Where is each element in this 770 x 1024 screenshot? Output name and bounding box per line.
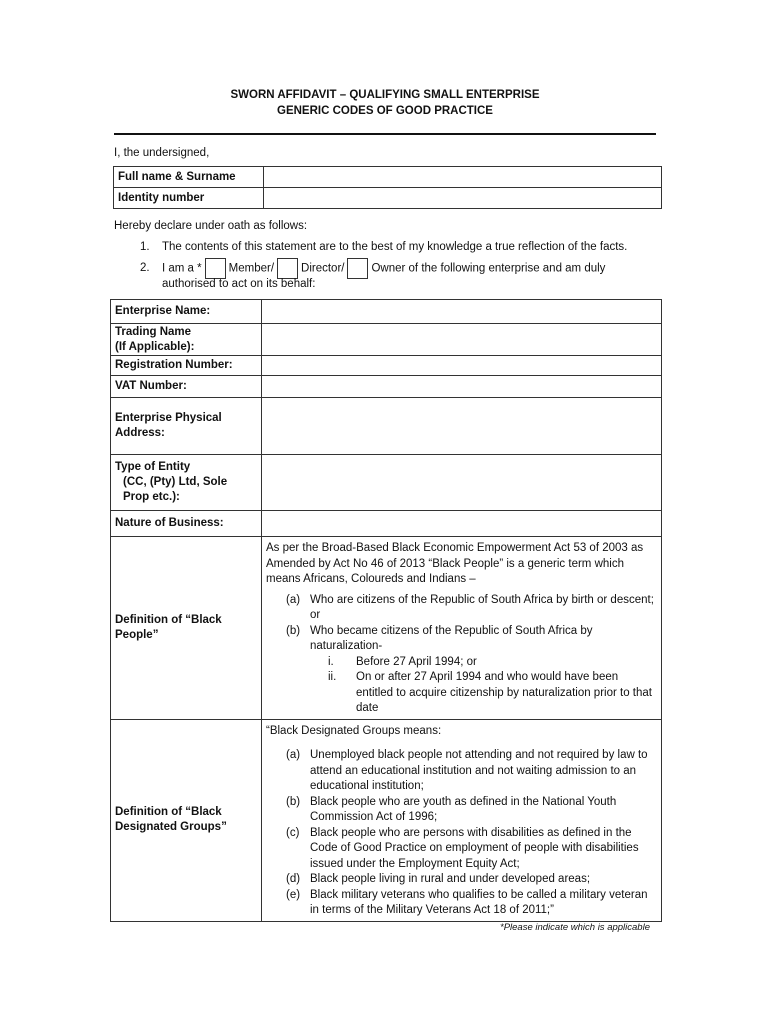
designated-groups-definition-text: “Black Designated Groups means: (a) Unemployed black people not attending and not required by law to attend an educational institution and not waiting admission to an educational institution; (b) Black people who are youth as defined in the National Youth Commission Act of 1996; (c) Black people who are persons with disabilities as defined in the Code of Good Practice on employment of people with disabilities issued under the Employment Equity Act; (d) Black people living in rural and under developed areas; (e) Black military veterans who qualifies to be called a military veteran in terms of the Military Veterans Act 18 of 2011;” — [262, 719, 662, 921]
physical-address-field[interactable] — [262, 398, 662, 455]
trading-name-label: Trading Name (If Applicable): — [111, 324, 262, 356]
definition-item-b: (b) Who became citizens of the Republic of South Africa by naturalization- — [286, 624, 593, 652]
enterprise-name-field[interactable] — [262, 300, 662, 324]
designated-groups-definition-label: Definition of “Black Designated Groups” — [111, 719, 262, 921]
personal-details-table — [113, 166, 662, 209]
statement-1-number: 1. — [140, 241, 150, 253]
intro-text: I, the undersigned, — [114, 147, 210, 159]
nature-of-business-field[interactable] — [262, 511, 662, 537]
statement-2-continuation: authorised to act on its behalf: — [162, 278, 316, 290]
definition-subitem-ii: ii. On or after 27 April 1994 and who would have been entitled to acquire citizenship by naturalization prior to that date — [328, 671, 652, 714]
entity-type-field[interactable] — [262, 455, 662, 511]
vat-number-field[interactable] — [262, 376, 662, 398]
applicability-footnote: *Please indicate which is applicable — [500, 922, 650, 933]
title-divider — [114, 133, 656, 135]
full-name-label: Full name & Surname — [114, 167, 264, 188]
owner-option-label: Owner of the following enterprise and am duly — [371, 262, 606, 275]
definition-subitem-i: i. Before 27 April 1994; or — [328, 655, 477, 668]
registration-number-field[interactable] — [262, 356, 662, 376]
member-option-label: Member/ — [228, 262, 275, 275]
full-name-field[interactable] — [264, 167, 662, 188]
registration-number-label: Registration Number: — [111, 356, 262, 376]
declare-heading: Hereby declare under oath as follows: — [114, 220, 308, 232]
designated-item-d: (d) Black people living in rural and under developed areas; — [286, 873, 591, 885]
identity-number-label: Identity number — [114, 188, 264, 209]
trading-name-field[interactable] — [262, 324, 662, 356]
physical-address-label: Enterprise Physical Address: — [111, 398, 262, 455]
enterprise-name-label: Enterprise Name: — [111, 300, 262, 324]
document-subtitle: GENERIC CODES OF GOOD PRACTICE — [277, 105, 493, 117]
director-option-label: Director/ — [301, 262, 345, 275]
statement-2-line — [162, 258, 605, 279]
owner-checkbox[interactable] — [347, 258, 368, 279]
director-checkbox[interactable] — [277, 258, 298, 279]
statement-2-number: 2. — [140, 262, 150, 274]
designated-item-e: (e) Black military veterans who qualifies to be called a military veteran in terms of the Military Veterans Act 18 of 2011;” — [286, 888, 648, 916]
vat-number-label: VAT Number: — [111, 376, 262, 398]
statement-2-prefix: I am a * — [162, 262, 202, 275]
document-title: SWORN AFFIDAVIT – QUALIFYING SMALL ENTERPRISE — [230, 89, 540, 101]
member-checkbox[interactable] — [205, 258, 226, 279]
entity-type-label: Type of Entity (CC, (Pty) Ltd, Sole Prop etc.): — [111, 455, 262, 511]
designated-item-b: (b) Black people who are youth as defined in the National Youth Commission Act of 1996; — [286, 795, 617, 823]
black-people-definition-text: As per the Broad-Based Black Economic Empowerment Act 53 of 2003 as Amended by Act No 46 of 2013 “Black People” is a generic term which means Africans, Coloureds and Indians – (a) Who are citizens of the Republic of South Africa by birth or descent; or (b) Who became citizens of the Republic of South Africa by naturalization- i. Before 27 April 1994; or ii. On or after 27 April 1994 and who would have been entitled to acquire citizenship by naturalization prior to that date — [262, 537, 662, 720]
enterprise-details-table — [110, 299, 662, 922]
black-people-definition-label: Definition of “Black People” — [111, 537, 262, 720]
identity-number-field[interactable] — [264, 188, 662, 209]
designated-item-c: (c) Black people who are persons with disabilities as defined in the Code of Good Practice on employment of people with disabilities issued under the Employment Equity Act; — [286, 826, 639, 870]
designated-item-a: (a) Unemployed black people not attending and not required by law to attend an educational institution and not waiting admission to an educational institution; — [286, 749, 648, 792]
statement-1-text: The contents of this statement are to the best of my knowledge a true reflection of the facts. — [162, 241, 628, 253]
nature-of-business-label: Nature of Business: — [111, 511, 262, 537]
definition-item-a: (a) Who are citizens of the Republic of South Africa by birth or descent; or — [286, 593, 654, 621]
